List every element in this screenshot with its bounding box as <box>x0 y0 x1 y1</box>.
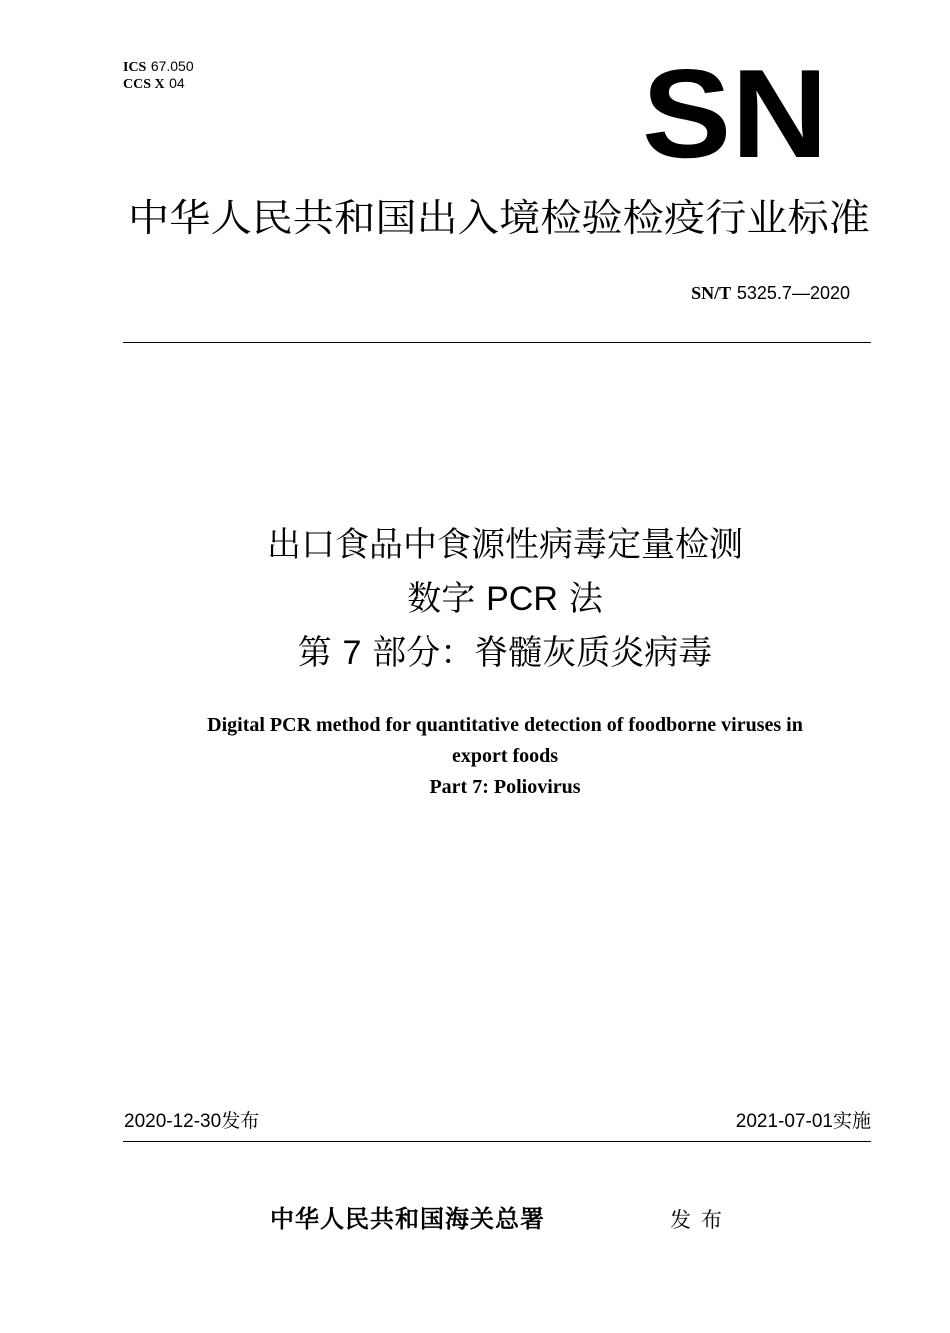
organization-title-text: 中华人民共和国出入境检验检疫行业标准 <box>128 196 870 240</box>
chinese-title-line3 <box>30 633 950 673</box>
sn-logo-text: SN <box>642 66 828 161</box>
chinese-title-line3-c: 部分：脊髓灰质炎病毒 <box>372 633 713 673</box>
standard-number-prefix: SN/T <box>691 283 732 303</box>
implementation-date <box>736 1109 871 1134</box>
ccs-value: 04 <box>169 75 185 91</box>
standard-number <box>691 282 850 305</box>
ccs-label: CCS X <box>123 77 165 92</box>
issuing-authority: 中华人民共和国海关总署 <box>270 1204 545 1233</box>
chinese-title-line2 <box>30 579 950 619</box>
issue-date <box>124 1109 259 1134</box>
ics-label: ICS <box>123 60 147 75</box>
organization-title-box <box>128 190 873 240</box>
english-title-line1: Digital PCR method for quantitative detection of foodborne viruses in <box>207 714 803 736</box>
issue-date-label: 发布 <box>221 1110 260 1132</box>
issue-date-value: 2020-12-30 <box>124 1111 222 1132</box>
ccs-code <box>123 75 185 93</box>
top-divider <box>123 342 871 343</box>
chinese-title-line3-b: 7 <box>342 634 362 672</box>
ics-value: 67.050 <box>150 58 194 74</box>
ics-code <box>123 58 194 76</box>
chinese-title-line2-b: PCR <box>486 580 558 618</box>
implementation-date-label: 实施 <box>832 1110 871 1132</box>
english-title-line3: Part 7: Poliovirus <box>429 776 581 798</box>
bottom-divider <box>123 1141 871 1142</box>
implementation-date-value: 2021-07-01 <box>735 1111 833 1132</box>
chinese-title-line3-a: 第 <box>297 633 332 673</box>
english-title-line2: export foods <box>451 745 559 767</box>
sn-logo <box>640 66 830 161</box>
chinese-title-line2-a: 数字 <box>407 579 476 619</box>
organization-title <box>128 190 873 240</box>
standard-number-value: 5325.7—2020 <box>736 283 850 303</box>
chinese-title-line1: 出口食品中食源性病毒定量检测 <box>267 525 743 565</box>
issue-word: 发布 <box>670 1208 732 1232</box>
chinese-title-line2-c: 法 <box>568 579 603 619</box>
